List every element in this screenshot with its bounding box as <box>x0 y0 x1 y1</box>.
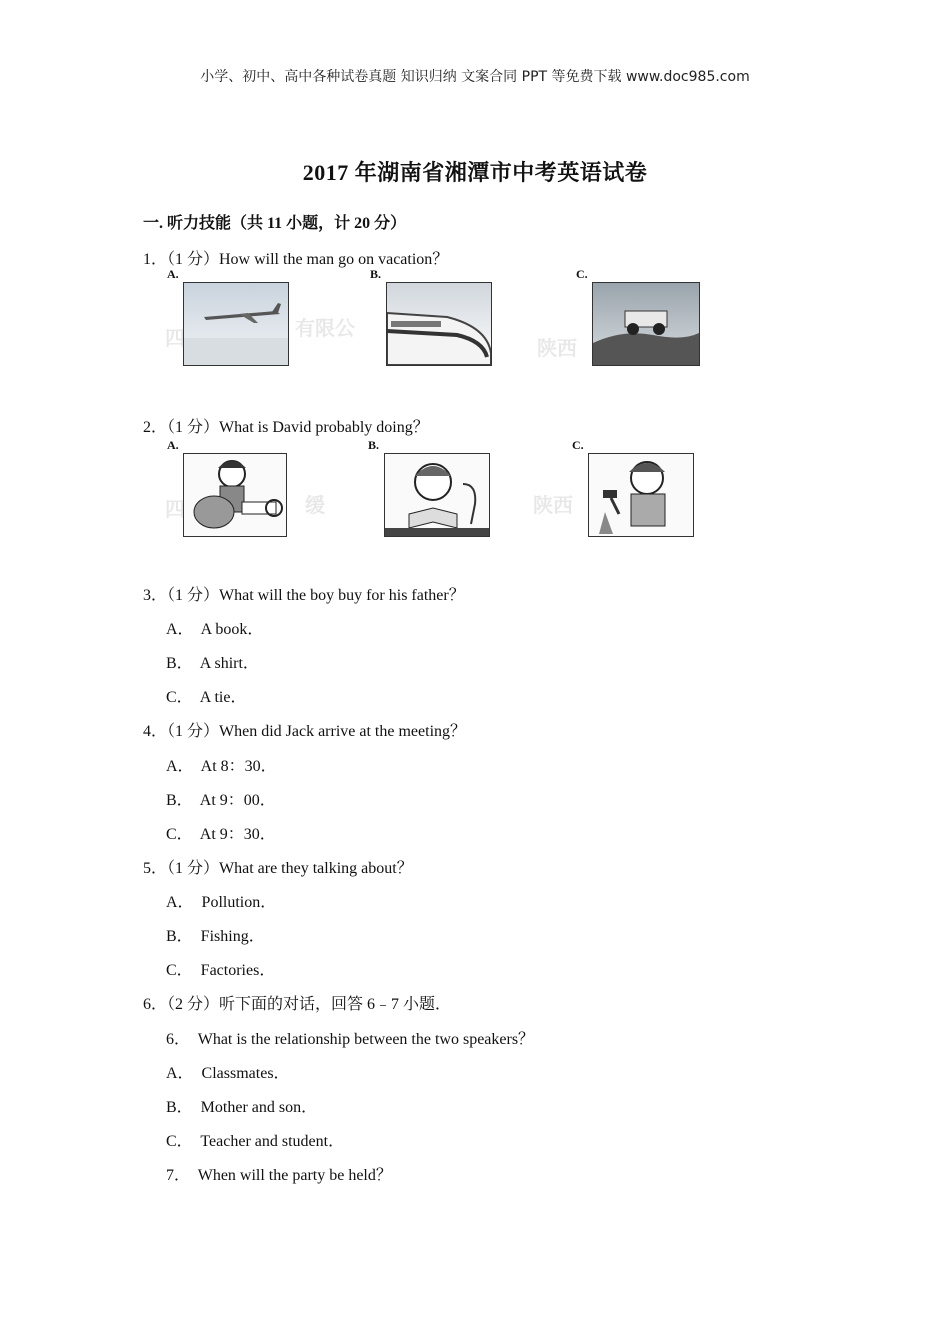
option-label: C. <box>572 438 584 452</box>
option-label: B. <box>368 438 380 452</box>
watermark: 缓 <box>305 495 325 517</box>
option-a: A． Classmates． <box>166 1065 290 1082</box>
option-b: B． Fishing． <box>166 928 265 945</box>
page-header: 小学、初中、高中各种试卷真题 知识归纳 文案合同 PPT 等免费下载 www.doc985.com <box>200 69 750 85</box>
man-with-hammer-icon <box>588 453 694 537</box>
question-3: 3．（1 分）What will the boy buy for his father？ <box>143 587 465 604</box>
watermark: 四 <box>165 499 185 521</box>
option-label: C. <box>576 267 588 281</box>
question-6: 6．（2 分）听下面的对话，回答 6﹣7 小题． <box>143 996 452 1013</box>
section-heading: 一. 听力技能（共 11 小题，计 20 分） <box>143 215 407 232</box>
boy-pulling-cart-icon <box>183 453 287 537</box>
question-1: 1．（1 分）How will the man go on vacation？ <box>143 251 449 268</box>
question-2: 2．（1 分）What is David probably doing？ <box>143 419 429 436</box>
option-label: A. <box>167 267 179 281</box>
boy-reading-icon <box>384 453 490 537</box>
jeep-icon <box>592 282 700 366</box>
watermark: 有限公 <box>295 318 355 340</box>
watermark: 陕西 <box>533 495 573 517</box>
airplane-icon <box>183 282 289 366</box>
question-2-pictures <box>165 438 710 543</box>
question-4: 4．（1 分）When did Jack arrive at the meeting？ <box>143 723 467 740</box>
question-5: 5．（1 分）What are they talking about？ <box>143 860 413 877</box>
option-a: A． At 8：30． <box>166 758 277 775</box>
option-c: C． Factories． <box>166 962 276 979</box>
sub-question-6: 6． What is the relationship between the two speakers？ <box>166 1031 535 1048</box>
option-a: A． A book． <box>166 621 264 638</box>
question-1-pictures <box>165 267 710 372</box>
option-b: B． At 9：00． <box>166 792 276 809</box>
option-c: C． A tie． <box>166 689 247 706</box>
page-title: 2017 年湖南省湘潭市中考英语试卷 <box>302 160 648 185</box>
watermark: 四 <box>165 328 185 350</box>
sub-question-7: 7． When will the party be held？ <box>166 1167 392 1184</box>
option-label: A. <box>167 438 179 452</box>
option-label: B. <box>370 267 382 281</box>
option-c: C． Teacher and student． <box>166 1133 345 1150</box>
train-icon <box>386 282 492 366</box>
option-c: C． At 9：30． <box>166 826 276 843</box>
option-b: B． Mother and son． <box>166 1099 318 1116</box>
option-a: A． Pollution． <box>166 894 277 911</box>
watermark: 陕西 <box>537 338 577 360</box>
option-b: B． A shirt． <box>166 655 259 672</box>
